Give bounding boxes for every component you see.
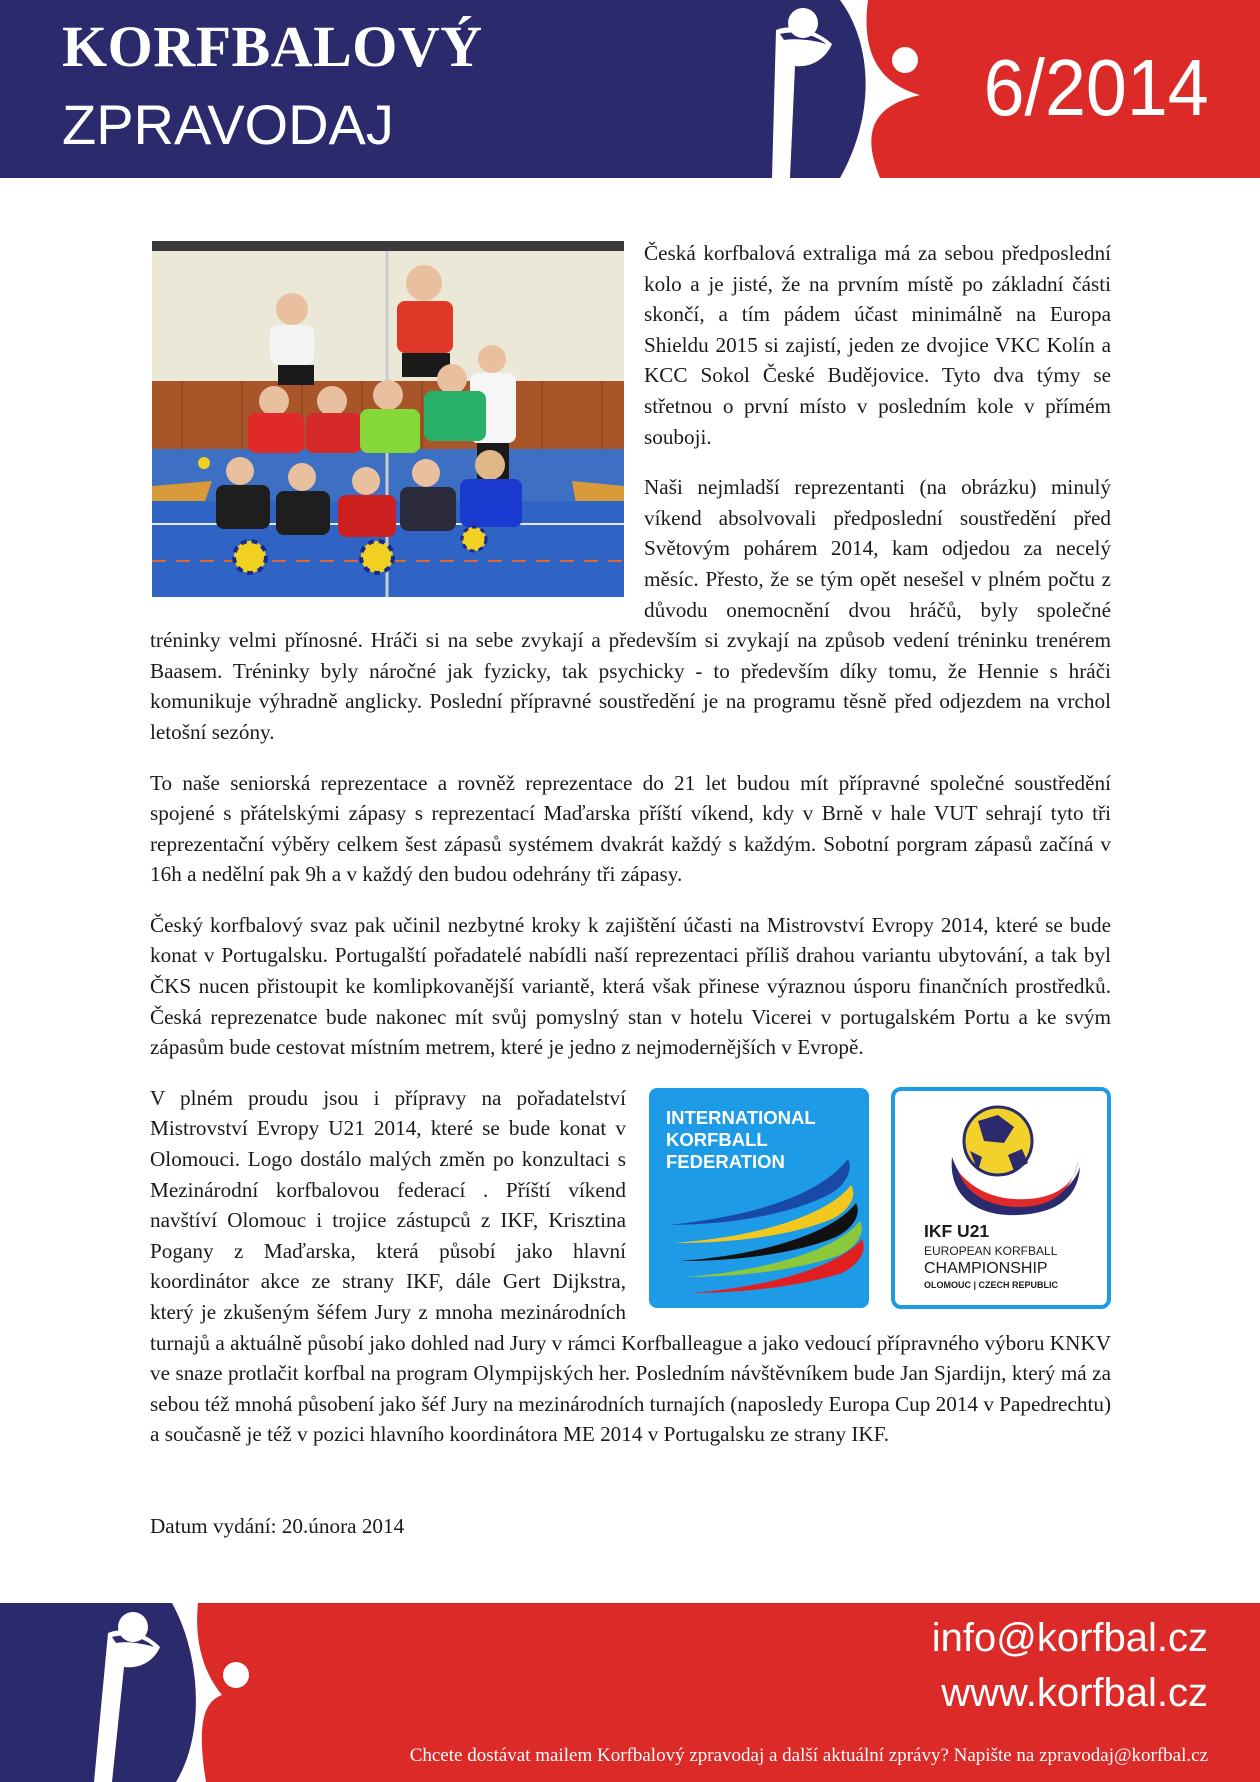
newsletter-title-line2: ZPRAVODAJ [62,93,394,156]
ikf-logo-line3: FEDERATION [666,1150,785,1172]
contact-email-link[interactable]: info@korfbal.cz [931,1616,1208,1660]
ball-icon [788,8,818,38]
subscription-note: Chcete dostávat mailem Korfbalový zpravodaj a další aktuální zprávy? Napište na zpravodaj@korfbal.cz [409,1745,1208,1766]
issue-number: 6/2014 [983,43,1209,132]
newsletter-header [0,0,1260,178]
ikf-logo-line1: INTERNATIONAL [666,1106,816,1128]
player-head-icon [892,47,918,73]
article-paragraph: Česká korfbalová extraliga má za sebou předposlední kolo a je jisté, že na prvním místě po základní části skončí, a tím pádem účast minimálně na Europa Shieldu 2015 si zajistí, jeden ze dvojice VKC Kolín a KCC Sokol České Budějovice. Tyto dva týmy se střetnou o první místo v posledním kole v přímém souboji. [644,241,1111,449]
article-paragraph: Naši nejmladší reprezentanti (na obrázku) minulý víkend absolvovali předposlední soustředění před Světovým pohárem 2014, kam odjedou za necelý měsíc. Přesto, že se tým opět nesešel v plném počtu z důvodu onemocnění dvou hráčů, byly společné tréninky velmi přínosné. Hráči si na sebe zvykají a především si zvykají na způsob vedení tréninku trenérem Baasem. Tréninky byly náročné jak fyzicky, tak psychicky - to především díky tomu, že Hennie s hráči komunikuje výhradně anglicky. Poslední přípravné soustředění je na programu těsně před odjezdem na vrchol letošní sezóny. [150,475,1111,744]
u21-logo-line4: OLOMOUC | CZECH REPUBLIC [924,1279,1059,1290]
article-paragraph: V plném proudu jsou i přípravy na pořadatelství Mistrovství Evropy U21 2014, které se bude konat v Olomouci. Logo dostálo malých změn po konzultaci s Mezinárodní korfbalovou federací . Příští víkend navštíví Olomouc i trojice zástupců z IKF, Krisztina Pogany z Maďarska, která působí jako hlavní koordinátor akce ze strany IKF, dále Gert Dijkstra, který je zkušeným šéfem Jury z mnoha mezinárodních turnajů a aktuálně působí jako dohled nad Jury v rámci Korfballeague a jako vedoucí přípravného výboru KNKV ve snaze protlačit korfbal na program Olympijských her. Posledním návštěvníkem bude Jan Sjardijn, který má za sebou též mnohá působení jako šéf Jury na mezinárodních turnajích (naposledy Europa Cup 2014 v Papedrechtu) a současně je též v pozici hlavního koordinátora ME 2014 v Portugalsku ze strany IKF. [150,1085,1111,1447]
website-link[interactable]: www.korfbal.cz [941,1671,1208,1715]
article-paragraph: Český korfbalový svaz pak učinil nezbytné kroky k zajištění účasti na Mistrovství Evropy 2014, které se bude konat v Portugalsku. Portugalští pořadatelé nabídli naší reprezentaci příliš drahou variantu ubytování, a tak byl ČKS nucen přistoupit ke komlipkovanější variantě, která však přinese výraznou úsporu finančních prostředků. Česká reprezenatce bude nakonec mít svůj pomyslný stan v hotelu Vicerei v portugalském Portu a ke svým zápasům bude cestovat místním metrem, které je jedno z nejmodernějších v Evropě. [150,912,1111,1060]
team-photo-image [152,241,624,597]
u21-logo-line1: IKF U21 [924,1220,990,1241]
ball-icon [118,1612,148,1642]
newsletter-title-line1: KORFBALOVÝ [62,14,483,79]
u21-logo-line3: CHAMPIONSHIP [924,1259,1048,1277]
publication-date: Datum vydání: 20.února 2014 [150,1514,405,1538]
player-head-icon [223,1662,249,1688]
newsletter-footer [0,1603,1260,1782]
logos-row [648,1087,1111,1309]
team-photo [152,241,624,597]
u21-logo-line2: EUROPEAN KORFBALL [924,1243,1058,1258]
logos-graphic [648,1087,1111,1309]
ikf-logo-line2: KORFBALL [666,1128,768,1150]
article-paragraph: To naše seniorská reprezentace a rovněž reprezentace do 21 let budou mít přípravné společné soustředění spojené s přátelskými zápasy s reprezentací Maďarska příští víkend, kdy v Brně v hale VUT sehrají tyto tři reprezentační výběry celkem šest zápasů systémem dvakrát každý s každým. Sobotní porgram zápasů začíná v 16h a nedělní pak 9h a v každý den budou odehrány tři zápasy. [150,770,1111,887]
newsletter-body [150,238,1111,1470]
